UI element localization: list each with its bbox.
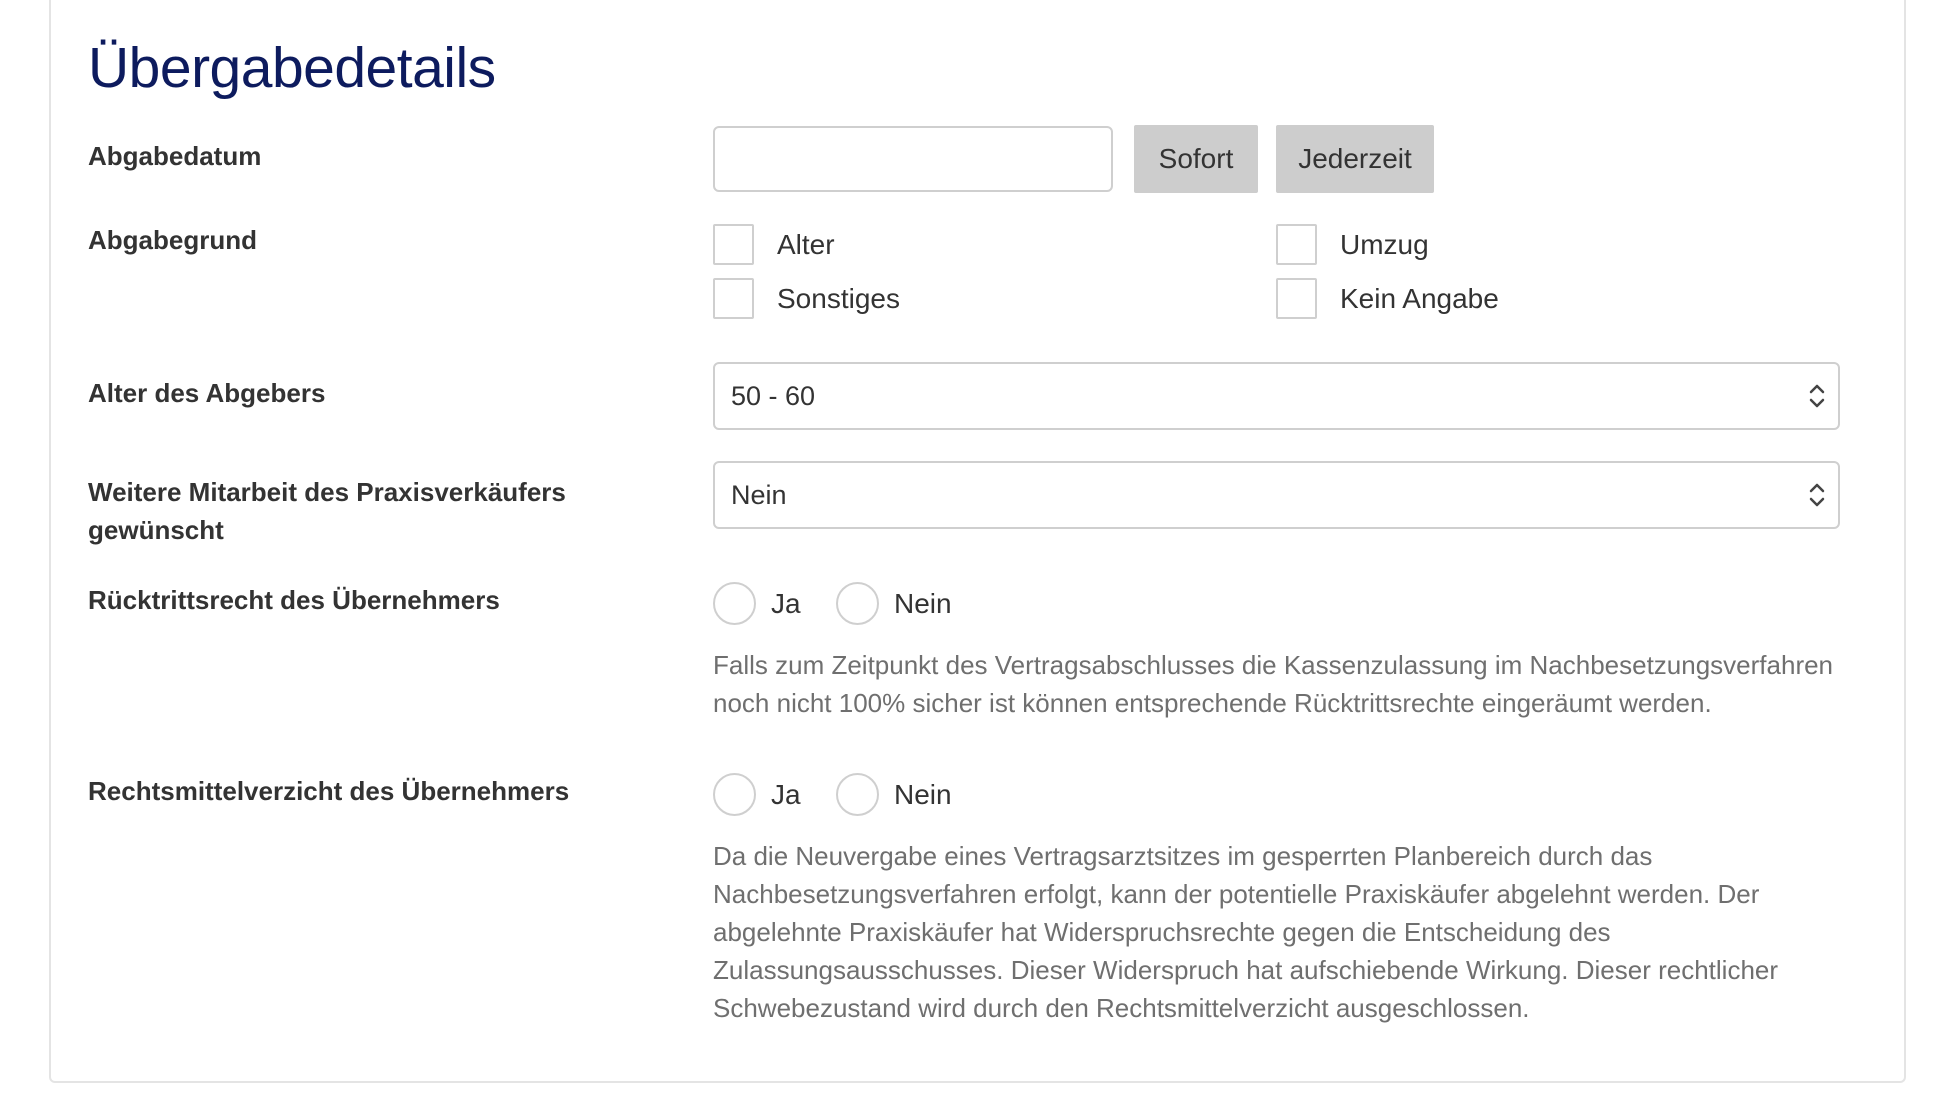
checkbox-umzug[interactable] (1276, 224, 1429, 265)
ruecktrittsrecht-radio-ja[interactable] (713, 582, 801, 625)
abgabegrund-label: Abgabegrund (88, 225, 257, 255)
ruecktrittsrecht-label: Rücktrittsrecht des Übernehmers (88, 585, 500, 615)
checkbox-sonstiges-label: Sonstiges (777, 283, 900, 314)
rechtsmittelverzicht-radio-nein[interactable] (836, 773, 952, 816)
rechtsmittelverzicht-radio-nein-label: Nein (894, 779, 952, 810)
ruecktrittsrecht-help-line1: Falls zum Zeitpunkt des Vertragsabschlusses die Kassenzulassung im Nachbesetzungsverfahren (713, 650, 1834, 680)
checkbox-alter-label: Alter (777, 229, 835, 260)
ruecktrittsrecht-radio-ja-circle[interactable] (713, 582, 756, 625)
ruecktrittsrecht-help-text (713, 646, 1853, 722)
weitere-mitarbeit-label-line1: Weitere Mitarbeit des Praxisverkäufers (88, 477, 566, 507)
checkbox-kein-angabe[interactable] (1276, 278, 1499, 319)
rechtsmittelverzicht-label: Rechtsmittelverzicht des Übernehmers (88, 776, 570, 806)
rechtsmittelverzicht-help-line3: abgelehnte Praxiskäufer hat Widerspruchsrechte gegen die Entscheidung des (713, 917, 1611, 947)
checkbox-sonstiges-box[interactable] (713, 278, 754, 319)
ruecktrittsrecht-radio-nein-circle[interactable] (836, 582, 879, 625)
weitere-mitarbeit-value: Nein (731, 480, 787, 510)
checkbox-umzug-label: Umzug (1340, 229, 1429, 260)
rechtsmittelverzicht-radio-nein-circle[interactable] (836, 773, 879, 816)
weitere-mitarbeit-select[interactable] (713, 461, 1840, 529)
checkbox-alter[interactable] (713, 224, 835, 265)
checkbox-kein-angabe-box[interactable] (1276, 278, 1317, 319)
alter-abgeber-label: Alter des Abgebers (88, 378, 326, 408)
weitere-mitarbeit-label (88, 473, 608, 549)
rechtsmittelverzicht-help-line1: Da die Neuvergabe eines Vertragsarztsitzes im gesperrten Planbereich durch das (713, 841, 1653, 871)
abgabedatum-label: Abgabedatum (88, 141, 262, 171)
ruecktrittsrecht-radio-ja-label: Ja (771, 588, 801, 619)
rechtsmittelverzicht-radio-ja[interactable] (713, 773, 801, 816)
ruecktrittsrecht-radio-nein-label: Nein (894, 588, 952, 619)
section-title: Übergabedetails (88, 36, 496, 100)
rechtsmittelverzicht-radio-ja-label: Ja (771, 779, 801, 810)
jederzeit-button[interactable]: Jederzeit (1276, 125, 1434, 193)
checkbox-umzug-box[interactable] (1276, 224, 1317, 265)
alter-abgeber-select[interactable] (713, 362, 1840, 430)
rechtsmittelverzicht-help-line4: Zulassungsausschusses. Dieser Widerspruch hat aufschiebende Wirkung. Dieser rechtlicher (713, 955, 1779, 985)
rechtsmittelverzicht-help-line2: Nachbesetzungsverfahren erfolgt, kann der potentielle Praxiskäufer abgelehnt werden. Der (713, 879, 1760, 909)
rechtsmittelverzicht-radio-ja-circle[interactable] (713, 773, 756, 816)
ruecktrittsrecht-radio-nein[interactable] (836, 582, 952, 625)
rechtsmittelverzicht-help-line5: Schwebezustand wird durch den Rechtsmittelverzicht ausgeschlossen. (713, 993, 1530, 1023)
alter-abgeber-value: 50 - 60 (731, 381, 816, 411)
updown-chevron-icon (1806, 477, 1828, 513)
abgabedatum-input[interactable] (713, 126, 1113, 192)
rechtsmittelverzicht-help-text (713, 837, 1853, 1027)
checkbox-sonstiges[interactable] (713, 278, 900, 319)
weitere-mitarbeit-label-line2: gewünscht (88, 515, 224, 545)
ruecktrittsrecht-help-line2: noch nicht 100% sicher ist können entsprechende Rücktrittsrechte eingeräumt werden. (713, 688, 1712, 718)
checkbox-kein-angabe-label: Kein Angabe (1340, 283, 1499, 314)
checkbox-alter-box[interactable] (713, 224, 754, 265)
updown-chevron-icon (1806, 378, 1828, 414)
sofort-button[interactable]: Sofort (1134, 125, 1258, 193)
